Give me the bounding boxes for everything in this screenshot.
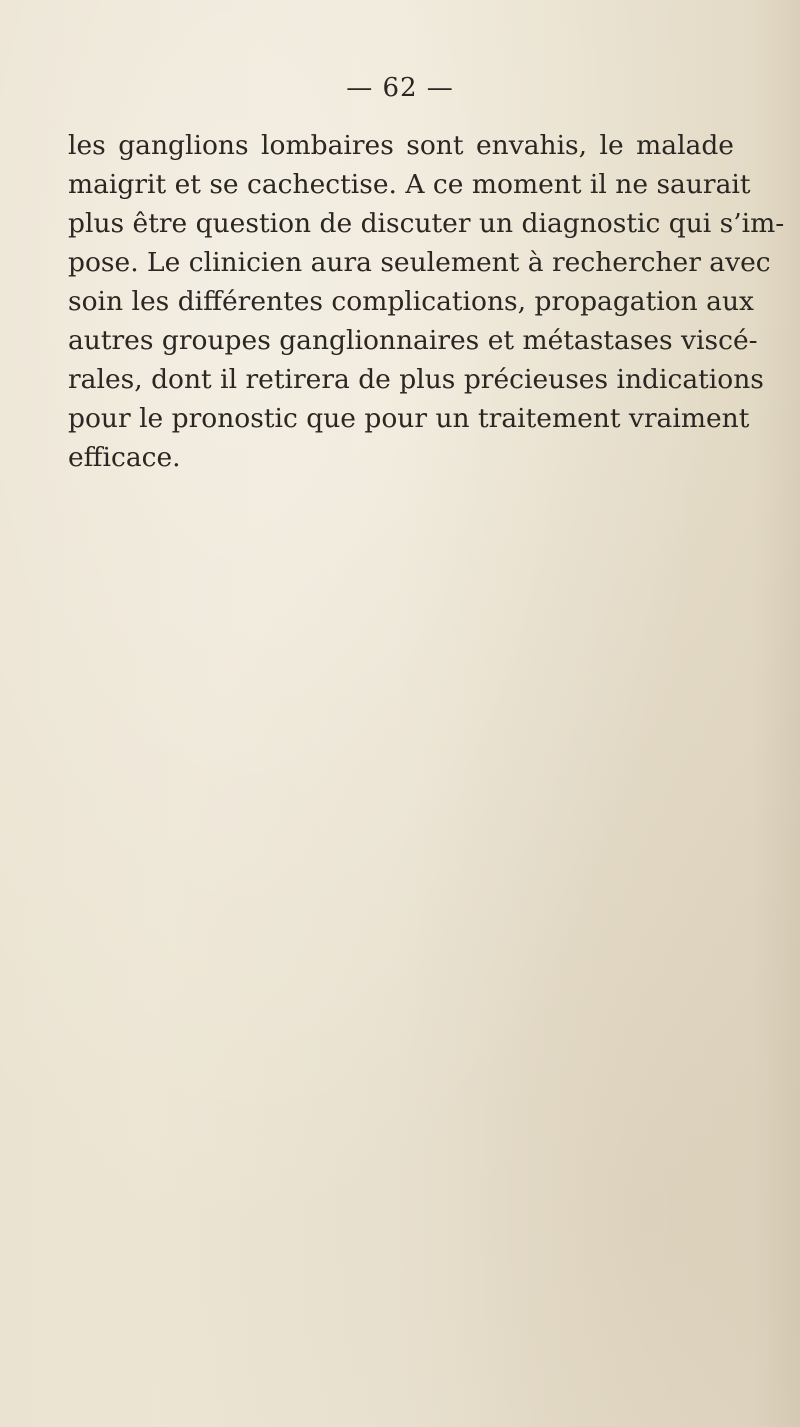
text-line-9: efficace. — [68, 442, 181, 473]
text-line-3: plus être question de discuter un diagnostic qui s’im- — [68, 208, 785, 239]
text-line-5: soin les différentes complications, propagation aux — [68, 286, 754, 317]
body-paragraph — [68, 126, 785, 477]
text-line-1: les ganglions lombaires sont envahis, le malade — [68, 130, 734, 161]
text-line-4: pose. Le clinicien aura seulement à rechercher avec — [68, 247, 771, 278]
text-line-6: autres groupes ganglionnaires et métastases viscé- — [68, 325, 758, 356]
text-line-2: maigrit et se cachectise. A ce moment il ne saurait — [68, 169, 751, 200]
text-line-8: pour le pronostic que pour un traitement vraiment — [68, 403, 750, 434]
text-line-7: rales, dont il retirera de plus précieuses indications — [68, 364, 764, 395]
page-number-header: — 62 — — [346, 73, 454, 103]
